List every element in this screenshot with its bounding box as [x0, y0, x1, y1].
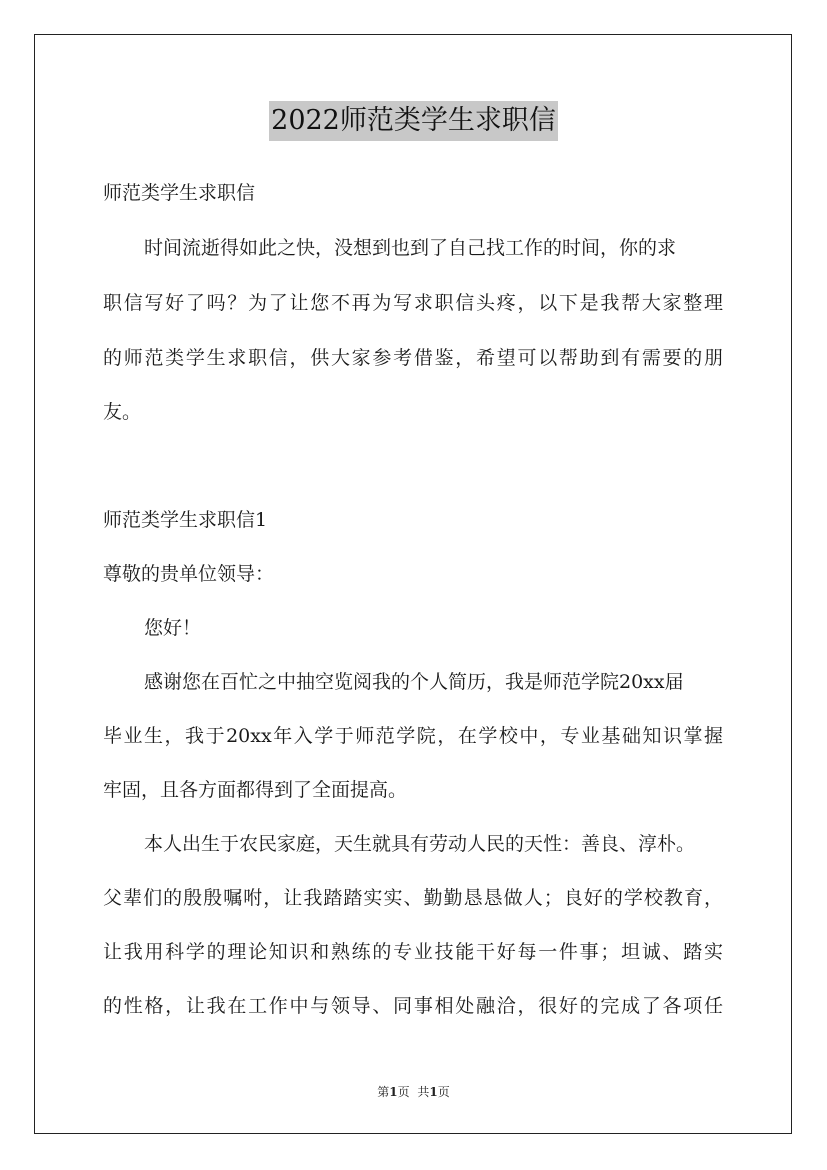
intro-line-1: 时间流逝得如此之快，没想到也到了自己找工作的时间，你的求	[144, 237, 677, 259]
para2-line-3: 让我用科学的理论知识和熟练的专业技能干好每一件事；坦诚、踏实	[103, 941, 723, 963]
section-heading: 师范类学生求职信1	[103, 509, 268, 531]
footer-page-suffix: 页	[397, 1085, 410, 1099]
intro-line-4: 友。	[103, 401, 142, 423]
footer-page-prefix: 第	[377, 1085, 390, 1099]
para1-line-3: 牢固，且各方面都得到了全面提高。	[103, 779, 408, 801]
para2-line-1: 本人出生于农民家庭，天生就具有劳动人民的天性：善良、淳朴。	[144, 833, 696, 855]
para2-line-2: 父辈们的殷殷嘱咐，让我踏踏实实、勤勤恳恳做人；良好的学校教育，	[103, 887, 723, 909]
greeting: 您好！	[144, 617, 202, 639]
salutation: 尊敬的贵单位领导：	[103, 563, 275, 585]
footer-total-pages: 1	[429, 1085, 438, 1099]
footer-total-suffix: 页	[437, 1085, 450, 1099]
title-container	[0, 101, 827, 141]
footer-total-prefix: 共	[417, 1085, 430, 1099]
intro-line-2: 职信写好了吗？为了让您不再为写求职信头疼，以下是我帮大家整理	[103, 292, 723, 314]
para2-line-4: 的性格，让我在工作中与领导、同事相处融洽，很好的完成了各项任	[103, 995, 723, 1017]
page-footer	[0, 1084, 827, 1100]
document-title: 2022师范类学生求职信	[269, 101, 558, 141]
document-subtitle: 师范类学生求职信	[103, 182, 256, 204]
para1-line-1: 感谢您在百忙之中抽空览阅我的个人简历，我是师范学院20xx届	[144, 671, 684, 693]
intro-line-3: 的师范类学生求职信，供大家参考借鉴，希望可以帮助到有需要的朋	[103, 347, 723, 369]
footer-page-number: 1	[389, 1085, 398, 1099]
para1-line-2: 毕业生，我于20xx年入学于师范学院，在学校中，专业基础知识掌握	[103, 725, 723, 747]
